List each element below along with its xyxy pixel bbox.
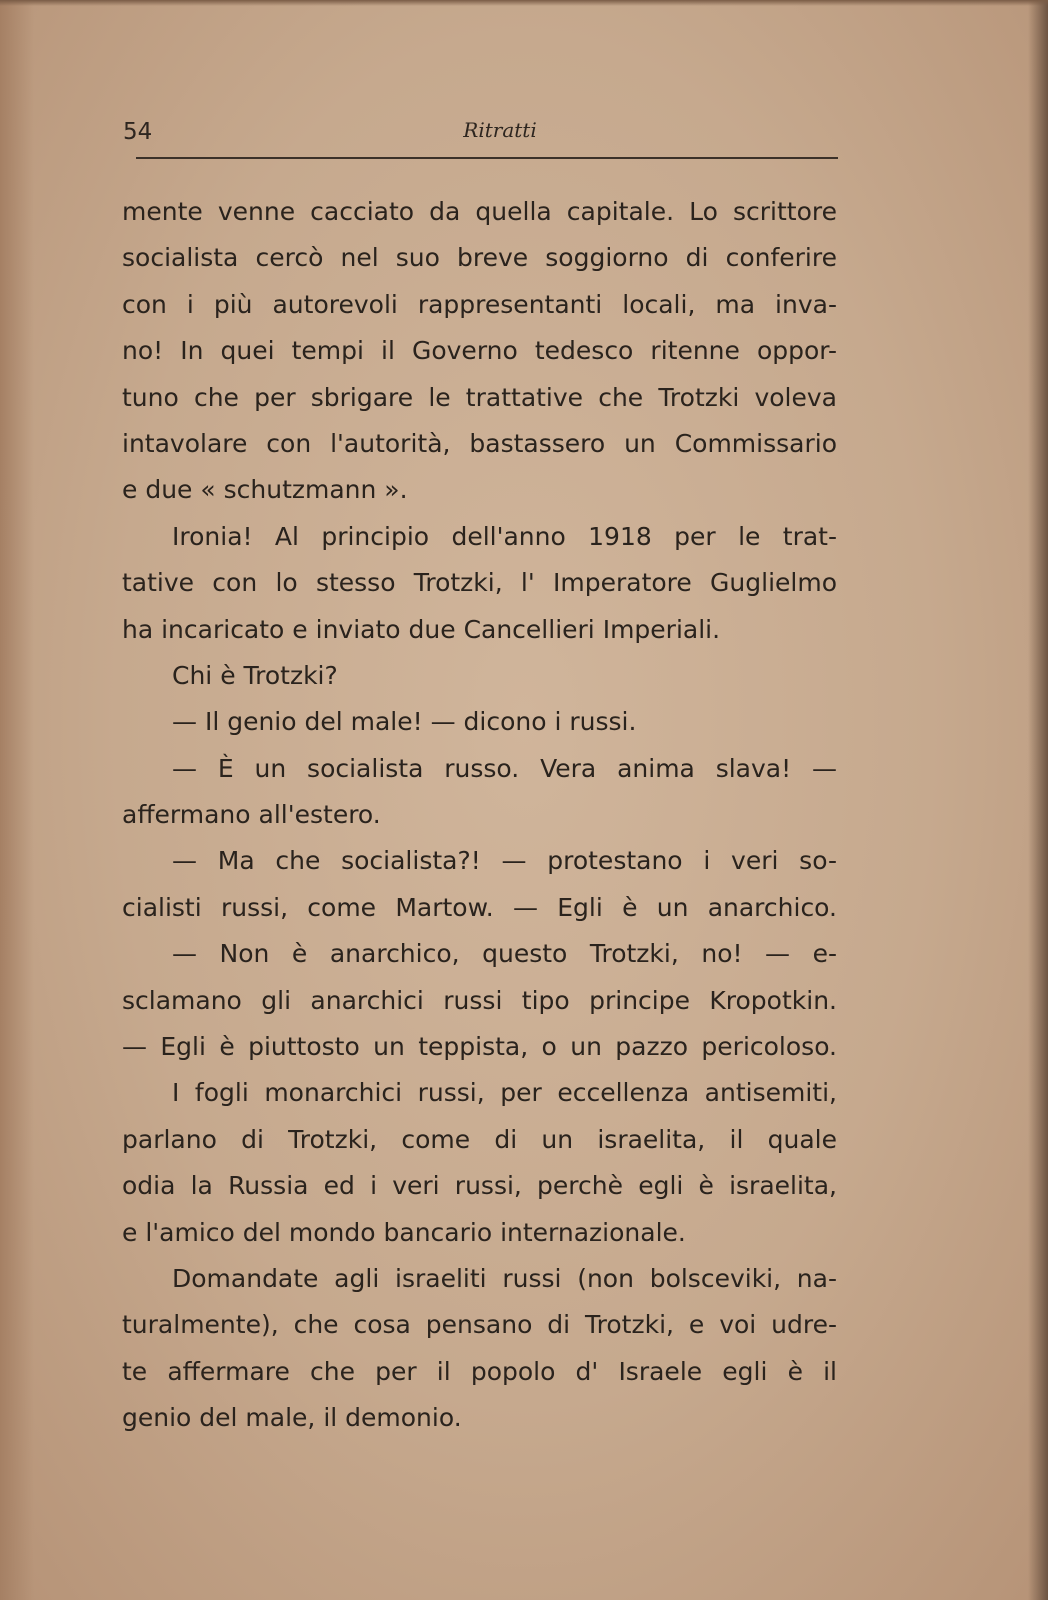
- text-line: Chi è Trotzki?: [172, 660, 338, 690]
- text-line: Ironia! Al principio dell'anno 1918 per le trat-: [172, 521, 837, 551]
- text-line: — Non è anarchico, questo Trotzki, no! — e-: [172, 939, 837, 969]
- text-line: — Ma che socialista?! — protestano i veri so-: [172, 846, 837, 876]
- text-line: Domandate agli israeliti russi (non bolsceviki, na-: [172, 1263, 837, 1293]
- text-line: tuno che per sbrigare le trattative che Trotzki voleva: [122, 382, 837, 412]
- text-line: sclamano gli anarchici russi tipo principe Kropotkin.: [122, 985, 837, 1015]
- text-line: intavolare con l'autorità, bastassero un Commissario: [122, 428, 837, 458]
- text-line: e due « schutzmann ».: [122, 475, 408, 505]
- text-line: turalmente), che cosa pensano di Trotzki, e voi udre-: [122, 1310, 837, 1340]
- text-line: mente venne cacciato da quella capitale. Lo scrittore: [122, 197, 837, 226]
- text-line: te affermare che per il popolo d' Israele egli è il: [122, 1356, 837, 1386]
- text-line: odia la Russia ed i veri russi, perchè egli è israelita,: [122, 1171, 837, 1201]
- text-line: no! In quei tempi il Governo tedesco ritenne oppor-: [122, 336, 837, 366]
- text-line: affermano all'estero.: [122, 800, 381, 830]
- text-line: — Il genio del male! — dicono i russi.: [172, 707, 637, 737]
- text-line: con i più autorevoli rappresentanti locali, ma inva-: [122, 289, 837, 319]
- running-title: Ritratti: [463, 118, 537, 142]
- text-line: I fogli monarchici russi, per eccellenza antisemiti,: [172, 1078, 837, 1108]
- page-shadow-top: [0, 0, 1048, 6]
- text-line: socialista cercò nel suo breve soggiorno di conferire: [122, 243, 837, 273]
- text-line: tative con lo stesso Trotzki, l' Imperatore Guglielmo: [122, 568, 837, 598]
- text-line: cialisti russi, come Martow. — Egli è un anarchico.: [122, 892, 837, 922]
- text-line: genio del male, il demonio.: [122, 1403, 462, 1433]
- body-text: [122, 189, 837, 1442]
- text-line: — Egli è piuttosto un teppista, o un pazzo pericoloso.: [122, 1032, 837, 1062]
- text-line: parlano di Trotzki, come di un israelita, il quale: [122, 1124, 837, 1154]
- header-rule: [136, 157, 838, 159]
- text-line: — È un socialista russo. Vera anima slava! —: [172, 753, 837, 783]
- page-number: 54: [123, 119, 153, 145]
- page-shadow-left: [0, 0, 34, 1600]
- text-line: ha incaricato e inviato due Cancellieri Imperiali.: [122, 614, 721, 644]
- text-line: e l'amico del mondo bancario internazionale.: [122, 1217, 686, 1247]
- page-shadow-right: [1028, 0, 1048, 1600]
